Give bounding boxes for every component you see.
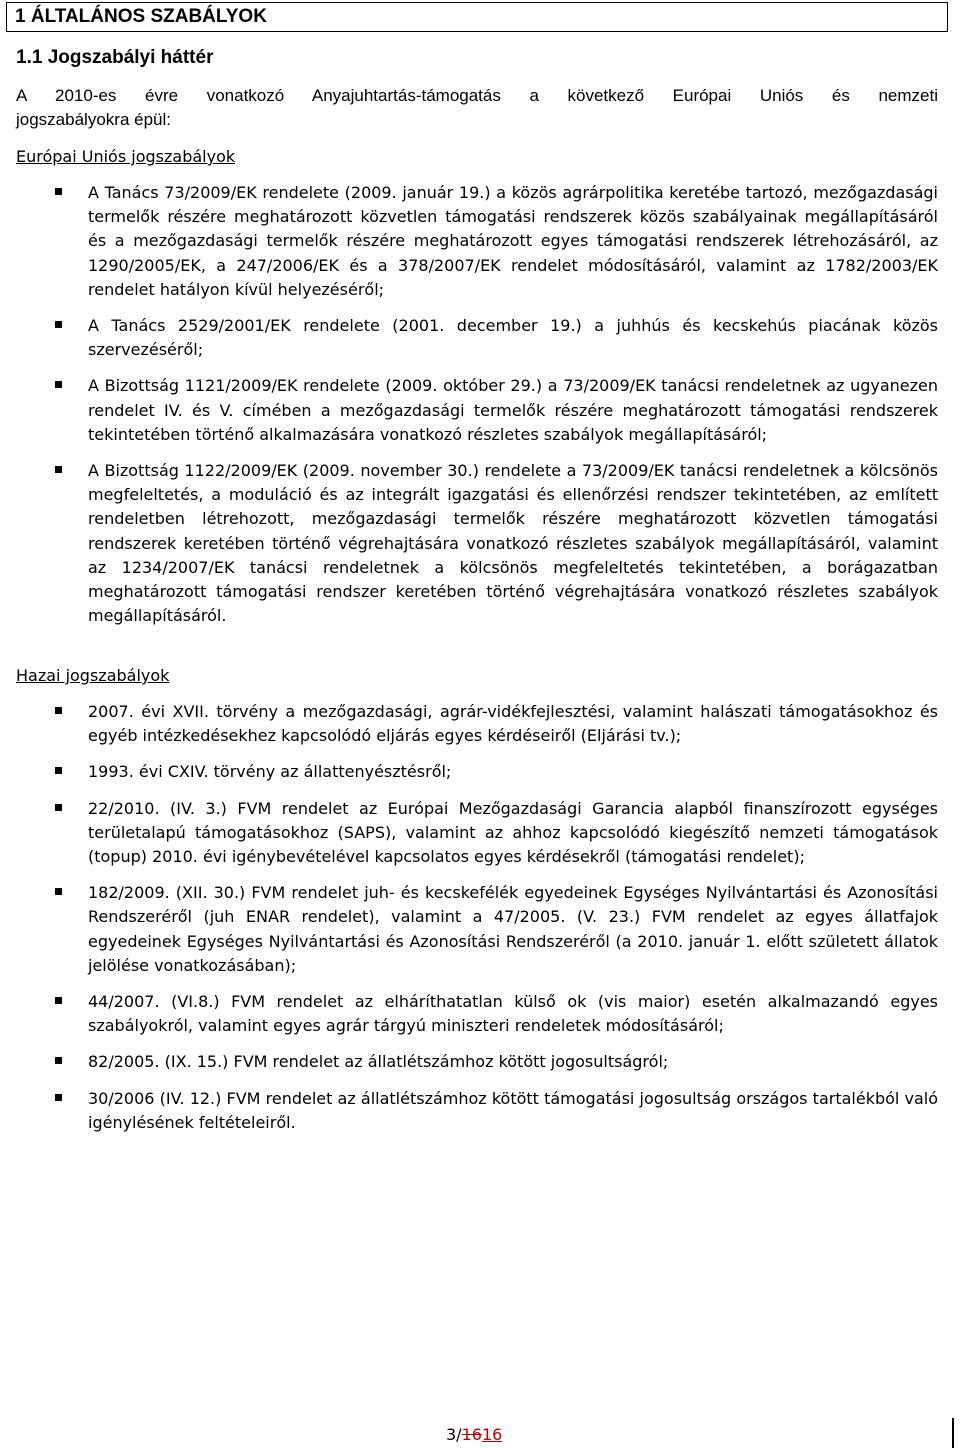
page-number-deleted: 16	[461, 1425, 482, 1444]
list-item-text: A Tanács 73/2009/EK rendelete (2009. január 19.) a közös agrárpolitika keretébe tartozó, mezőgazdasági termelők részére meghatározott közvetlen támogatási rendszerek közös szabályainak megállapításáról és a mezőgazdasági termelők részére meghatározott egyes támogatási rendszerek létrehozásáról, az 1290/2005/EK, a 247/2006/EK és a 378/2007/EK rendelet módosításáról, valamint az 1782/2003/EK rendelet hatályon kívül helyezéséről;	[88, 183, 938, 299]
list-item	[0, 459, 938, 628]
list-item	[0, 881, 938, 978]
square-bullet-icon	[55, 997, 62, 1004]
list-item	[0, 1087, 938, 1135]
square-bullet-icon	[55, 321, 62, 328]
list-item-text: 2007. évi XVII. törvény a mezőgazdasági, agrár-vidékfejlesztési, valamint halászati támogatásokhoz és egyéb intézkedésekhez kapcsolódó eljárás egyes kérdéseiről (Eljárási tv.);	[88, 702, 938, 746]
list-item	[0, 990, 938, 1038]
page-number-current: 3/	[446, 1425, 462, 1444]
chapter-title: 1 ÁLTALÁNOS SZABÁLYOK	[6, 2, 948, 32]
square-bullet-icon	[55, 804, 62, 811]
square-bullet-icon	[55, 1094, 62, 1101]
page-number-inserted: 16	[481, 1425, 503, 1444]
page-number	[446, 1424, 502, 1446]
list-item-text: 30/2006 (IV. 12.) FVM rendelet az állatlétszámhoz kötött támogatási jogosultság országos tartalékból való igénylésének feltételeiről.	[88, 1088, 938, 1132]
square-bullet-icon	[55, 188, 62, 195]
list-item-text: 22/2010. (IV. 3.) FVM rendelet az Európai Mezőgazdasági Garancia alapból finanszírozott egységes területalapú támogatásokhoz (SAPS), valamint az ahhoz kapcsolódó kiegészítő nemzeti támogatások (topup) 2010. évi igénybevételével kapcsolatos egyes kérdésekről (támogatási rendelet);	[88, 798, 938, 867]
square-bullet-icon	[55, 767, 62, 774]
list-item	[0, 797, 938, 870]
eu-legislation-heading: Európai Uniós jogszabályok	[16, 147, 236, 166]
list-item-text: 1993. évi CXIV. törvény az állattenyésztésről;	[88, 762, 452, 782]
list-item-text: A Tanács 2529/2001/EK rendelete (2001. december 19.) a juhhús és kecskehús piacának közös szervezéséről;	[88, 316, 938, 360]
list-item	[0, 700, 938, 748]
list-item-text: A Bizottság 1122/2009/EK (2009. november 30.) rendelete a 73/2009/EK tanácsi rendeletnek a kölcsönös megfeleltetés, a moduláció és az integrált igazgatási és ellenőrzési rendszer tekintetében, az említett rendeletben létrehozott, mezőgazdasági termelők részére meghatározott közvetlen támogatási rendszerek keretében történő végrehajtására vonatkozó részletes szabályok megállapításáról, valamint az 1234/2007/EK tanácsi rendeletnek a kölcsönös megfeleltetés tekintetében, a borágazatban meghatározott támogatási rendszer keretében történő végrehajtására vonatkozó részletes szabályok megállapításáról.	[88, 461, 938, 626]
national-legislation-list	[0, 700, 938, 1147]
list-item-text: 182/2009. (XII. 30.) FVM rendelet juh- és kecskefélék egyedeinek Egységes Nyilvántartási és Azonosítási Rendszeréről (juh ENAR rendelet), valamint a 47/2005. (V. 23.) FVM rendelet az egyes állatfajok egyedeinek Egységes Nyilvántartási és Azonosítási Rendszeréről (a 2010. január 1. előtt született állatok jelölése vonatkozásában);	[88, 883, 938, 975]
square-bullet-icon	[55, 888, 62, 895]
list-item	[0, 314, 938, 362]
list-item	[0, 181, 938, 302]
national-legislation-heading: Hazai jogszabályok	[16, 666, 170, 685]
intro-line-1: A 2010-es évre vonatkozó Anyajuhtartás-támogatás a következő Európai Uniós és nemzeti	[16, 86, 938, 105]
eu-legislation-list	[0, 181, 938, 640]
list-item-text: A Bizottság 1121/2009/EK rendelete (2009. október 29.) a 73/2009/EK tanácsi rendeletnek az ugyanezen rendelet IV. és V. címében a mezőgazdasági termelők részére meghatározott támogatási rendszerek tekintetében történő alkalmazására vonatkozó részletes szabályok megállapításáról;	[88, 376, 938, 444]
intro-line-2: jogszabályokra épül:	[16, 110, 171, 129]
square-bullet-icon	[55, 381, 62, 388]
square-bullet-icon	[55, 707, 62, 714]
list-item	[0, 374, 938, 447]
intro-paragraph	[16, 84, 938, 132]
list-item-text: 44/2007. (VI.8.) FVM rendelet az elháríthatatlan külső ok (vis maior) esetén alkalmazandó egyes szabályokról, valamint egyes agrár tárgyú miniszteri rendeletek módosításáról;	[88, 992, 938, 1036]
list-item-text: 82/2005. (IX. 15.) FVM rendelet az állatlétszámhoz kötött jogosultságról;	[88, 1052, 669, 1072]
list-item	[0, 760, 938, 784]
square-bullet-icon	[55, 1057, 62, 1064]
square-bullet-icon	[55, 466, 62, 473]
section-title: 1.1 Jogszabályi háttér	[16, 47, 214, 68]
revision-change-bar	[952, 1418, 954, 1448]
list-item	[0, 1050, 938, 1074]
